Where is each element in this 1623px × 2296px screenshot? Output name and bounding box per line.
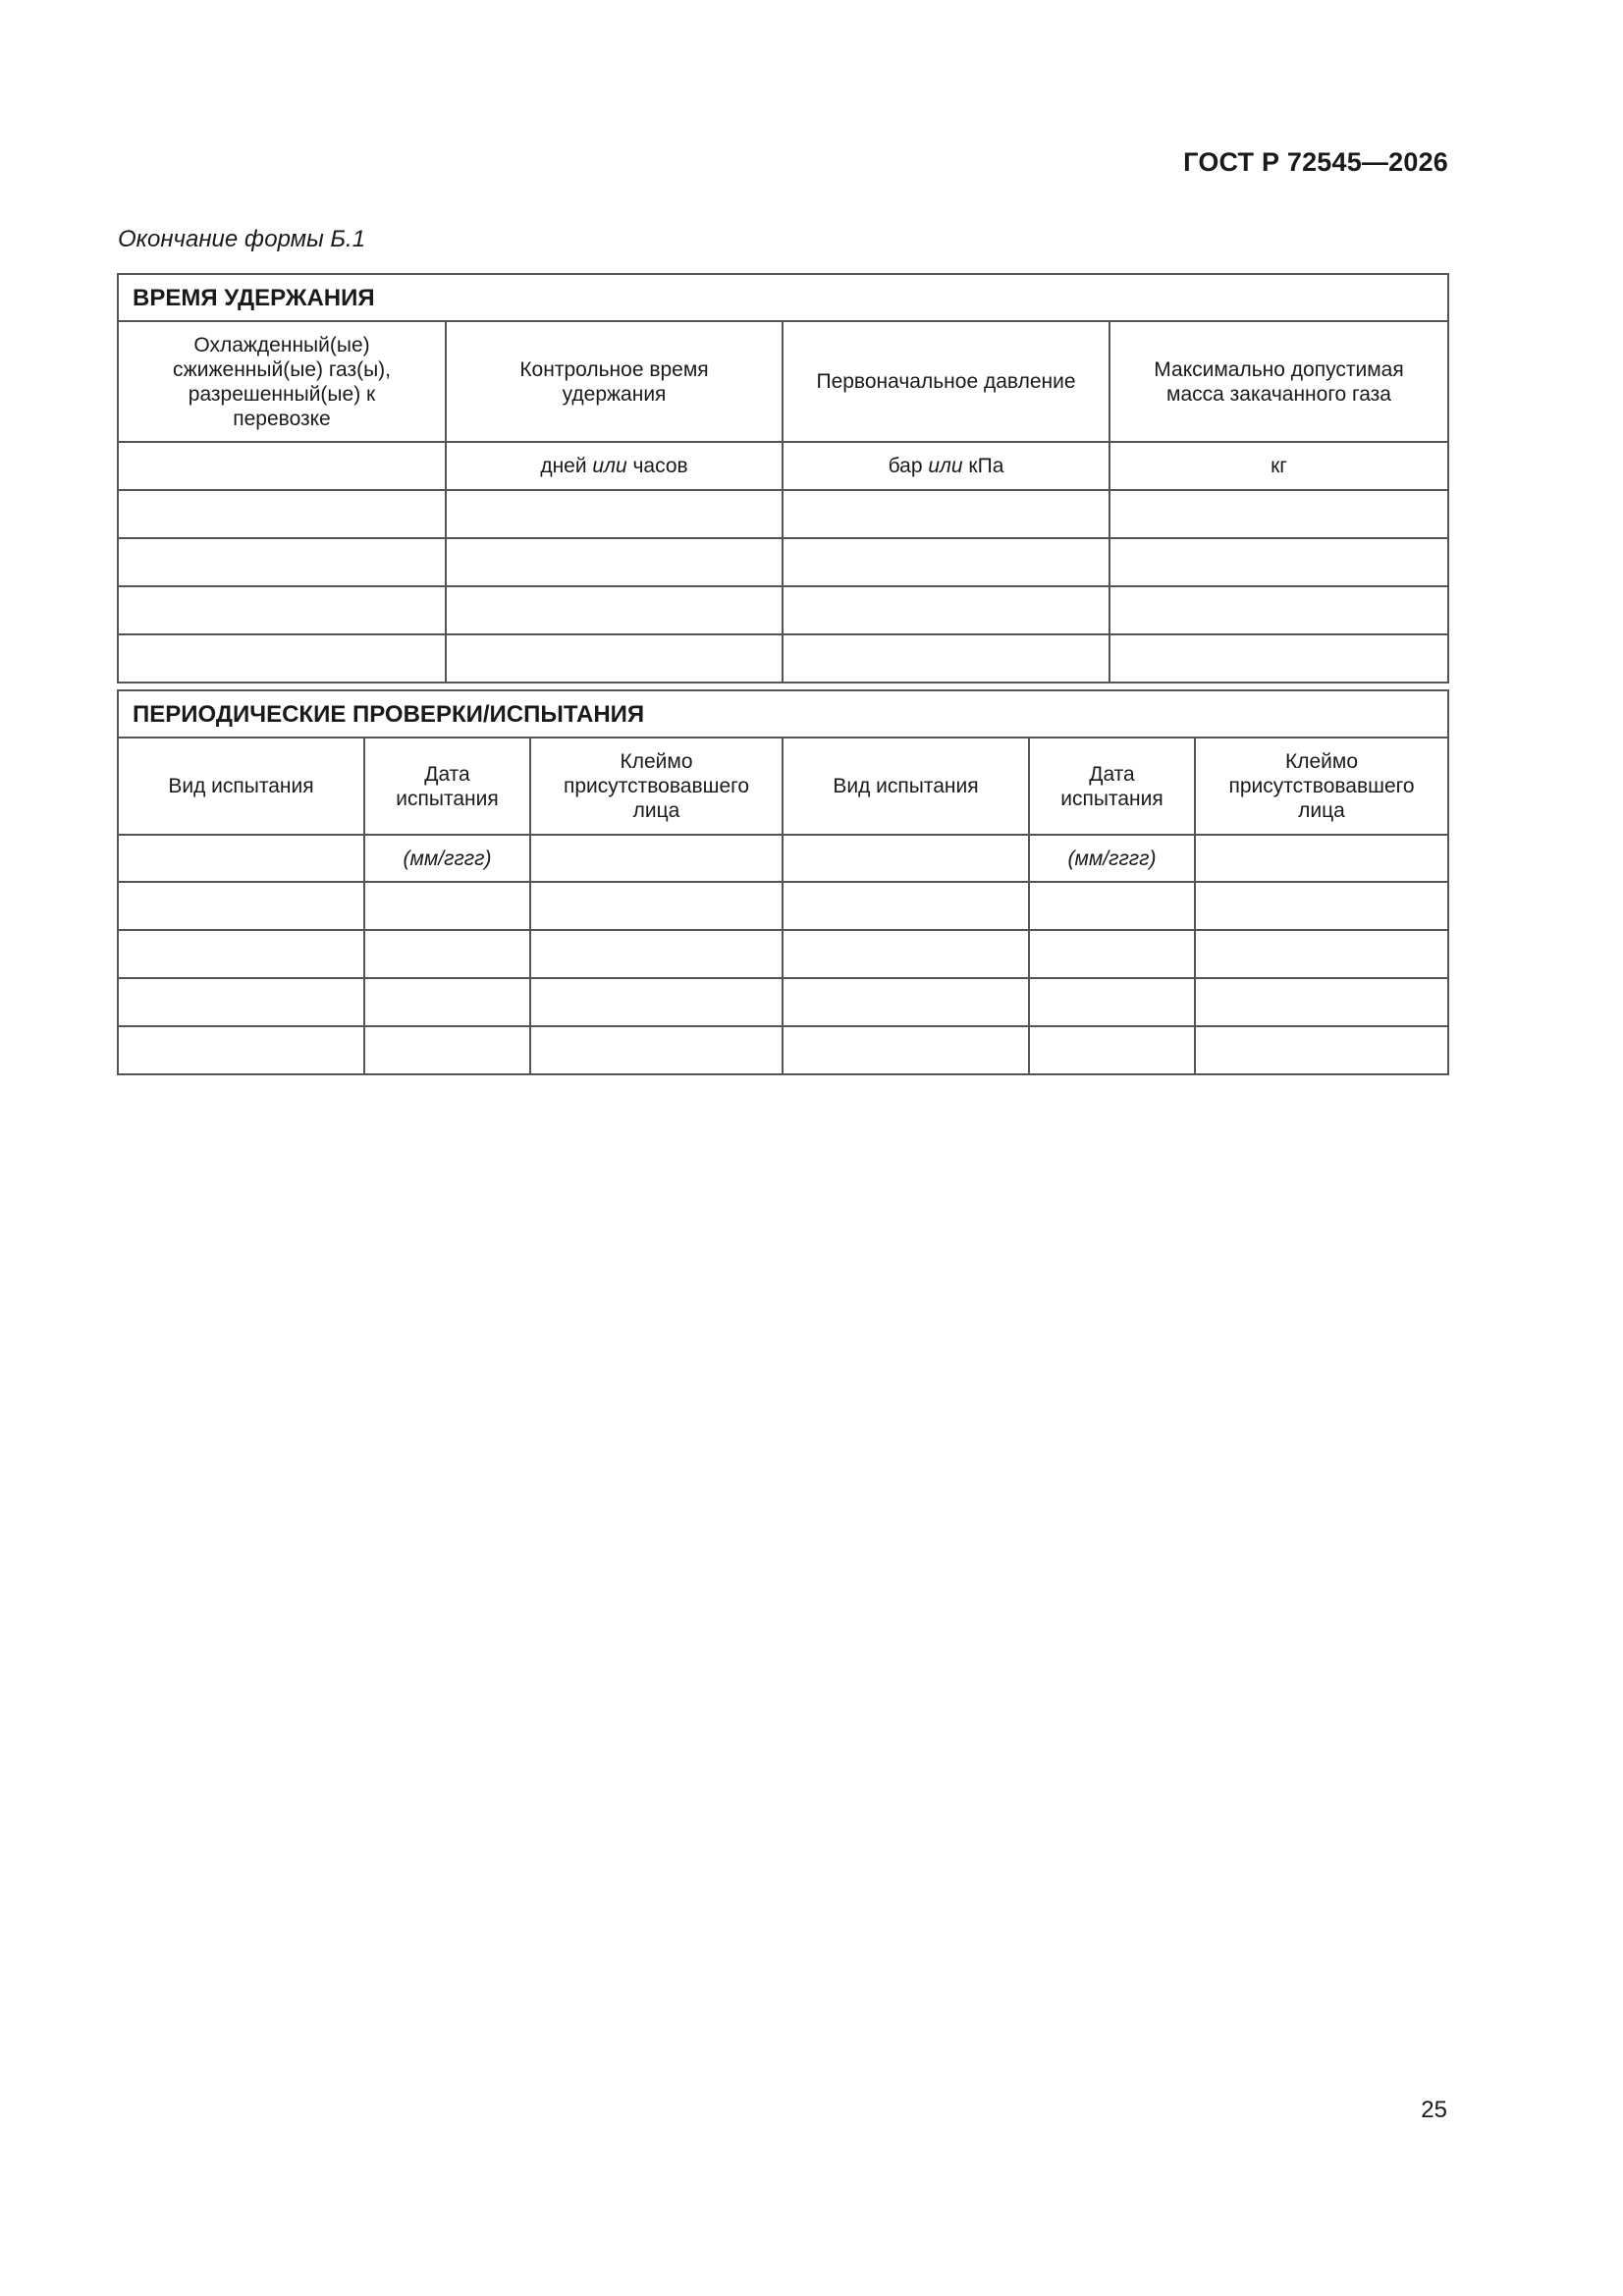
- table-row: [118, 1026, 1448, 1074]
- holding-time-title: ВРЕМЯ УДЕРЖАНИЯ: [118, 274, 1448, 321]
- entry-cell[interactable]: [446, 586, 783, 634]
- column-header-test-type: Вид испытания: [783, 738, 1029, 835]
- page-number: 25: [1421, 2097, 1447, 2123]
- entry-cell[interactable]: [364, 978, 530, 1026]
- entry-cell[interactable]: [783, 1026, 1029, 1074]
- entry-cell[interactable]: [783, 634, 1109, 683]
- entry-cell[interactable]: [118, 490, 446, 538]
- entry-cell[interactable]: [364, 1026, 530, 1074]
- entry-cell[interactable]: [783, 978, 1029, 1026]
- units-cell-pressure: [783, 442, 1109, 490]
- entry-cell[interactable]: [1029, 882, 1195, 930]
- entry-cell[interactable]: [1029, 930, 1195, 978]
- table-row: [118, 634, 1448, 683]
- entry-cell[interactable]: [1109, 490, 1448, 538]
- entry-cell[interactable]: [446, 490, 783, 538]
- table-row: [118, 882, 1448, 930]
- column-header-initial-pressure: Первоначальное давление: [783, 321, 1109, 442]
- entry-cell[interactable]: [783, 835, 1029, 882]
- standard-designation: ГОСТ Р 72545—2026: [1183, 147, 1448, 177]
- column-header-control-time: Контрольное время удержания: [446, 321, 783, 442]
- entry-cell[interactable]: [118, 882, 364, 930]
- periodic-inspections-title: ПЕРИОДИЧЕСКИЕ ПРОВЕРКИ/ИСПЫТАНИЯ: [118, 690, 1448, 738]
- entry-cell[interactable]: [530, 1026, 783, 1074]
- unit-kpa: кПа: [968, 455, 1004, 477]
- entry-cell[interactable]: [530, 930, 783, 978]
- entry-cell[interactable]: [364, 930, 530, 978]
- entry-cell[interactable]: [1029, 978, 1195, 1026]
- column-header-gas: Охлажденный(ые) сжиженный(ые) газ(ы), разрешенный(ые) к перевозке: [118, 321, 446, 442]
- table-row: [118, 586, 1448, 634]
- entry-cell[interactable]: [118, 978, 364, 1026]
- column-header-stamp: Клеймо присутствовавшего лица: [530, 738, 783, 835]
- unit-hours: часов: [632, 455, 688, 477]
- entry-cell[interactable]: [1195, 1026, 1448, 1074]
- date-format-label: (мм/гггг): [1029, 835, 1195, 882]
- entry-cell[interactable]: [1109, 634, 1448, 683]
- column-header-max-mass: Максимально допустимая масса закачанного газа: [1109, 321, 1448, 442]
- column-header-test-date: Дата испытания: [364, 738, 530, 835]
- table-row: [118, 978, 1448, 1026]
- entry-cell[interactable]: [118, 930, 364, 978]
- unit-or: или: [928, 455, 963, 477]
- form-caption: Окончание формы Б.1: [118, 226, 366, 252]
- entry-cell[interactable]: [783, 586, 1109, 634]
- entry-cell[interactable]: [446, 634, 783, 683]
- entry-cell[interactable]: [118, 586, 446, 634]
- column-header-test-date: Дата испытания: [1029, 738, 1195, 835]
- entry-cell[interactable]: [783, 882, 1029, 930]
- entry-cell[interactable]: [118, 634, 446, 683]
- entry-cell[interactable]: [783, 490, 1109, 538]
- entry-cell[interactable]: [118, 538, 446, 586]
- entry-cell[interactable]: [118, 835, 364, 882]
- unit-or: или: [592, 455, 627, 477]
- entry-cell[interactable]: [530, 835, 783, 882]
- units-cell-gas[interactable]: [118, 442, 446, 490]
- unit-days: дней: [540, 455, 587, 477]
- unit-bar: бар: [888, 455, 923, 477]
- table-row: [118, 490, 1448, 538]
- units-cell-time: [446, 442, 783, 490]
- entry-cell[interactable]: [1195, 930, 1448, 978]
- table-row: [118, 538, 1448, 586]
- holding-time-table: [117, 273, 1449, 683]
- entry-cell[interactable]: [1195, 835, 1448, 882]
- periodic-inspections-table: [117, 689, 1449, 1075]
- entry-cell[interactable]: [1195, 882, 1448, 930]
- entry-cell[interactable]: [530, 978, 783, 1026]
- entry-cell[interactable]: [783, 930, 1029, 978]
- entry-cell[interactable]: [1109, 586, 1448, 634]
- date-format-label: (мм/гггг): [364, 835, 530, 882]
- table-row: [118, 930, 1448, 978]
- entry-cell[interactable]: [118, 1026, 364, 1074]
- entry-cell[interactable]: [446, 538, 783, 586]
- entry-cell[interactable]: [783, 538, 1109, 586]
- entry-cell[interactable]: [1195, 978, 1448, 1026]
- column-header-test-type: Вид испытания: [118, 738, 364, 835]
- unit-kg: кг: [1109, 442, 1448, 490]
- entry-cell[interactable]: [1029, 1026, 1195, 1074]
- entry-cell[interactable]: [1109, 538, 1448, 586]
- entry-cell[interactable]: [530, 882, 783, 930]
- entry-cell[interactable]: [364, 882, 530, 930]
- column-header-stamp: Клеймо присутствовавшего лица: [1195, 738, 1448, 835]
